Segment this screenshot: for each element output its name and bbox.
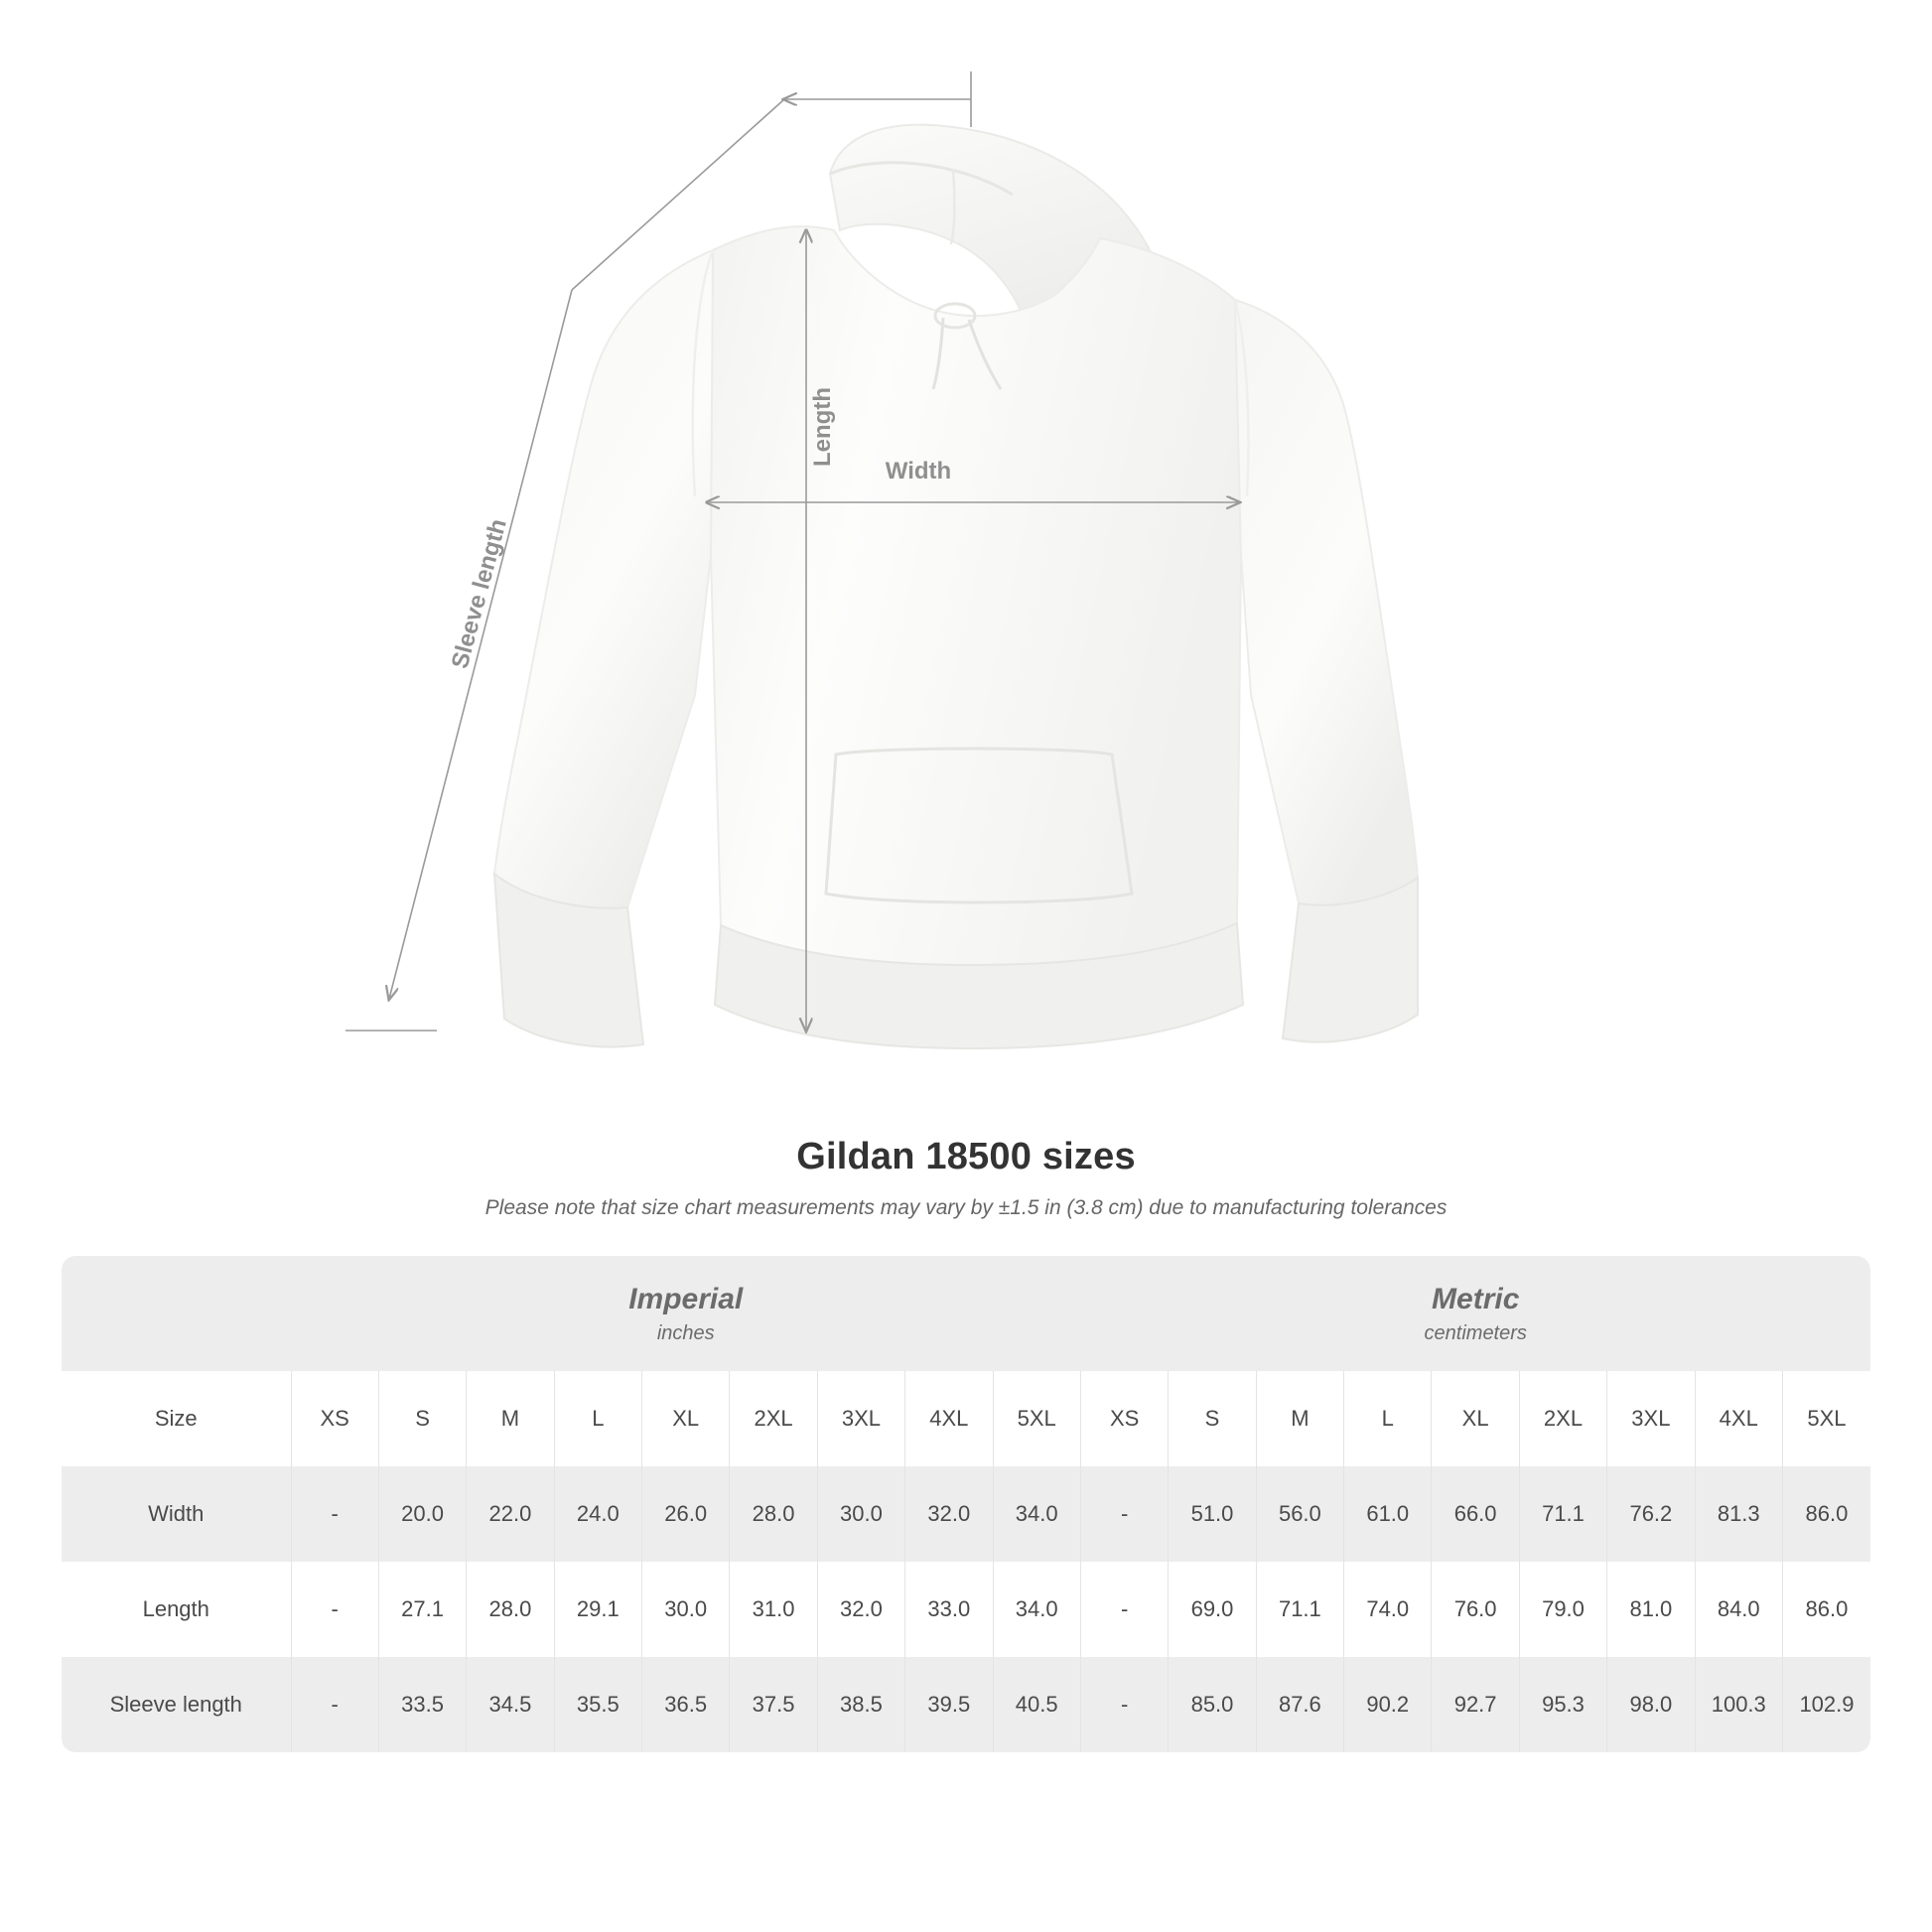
- cell-sleeve-imperial-5: 37.5: [730, 1657, 817, 1752]
- unit-sub-imperial: inches: [656, 1321, 715, 1344]
- cell-sleeve-imperial-4: 36.5: [642, 1657, 730, 1752]
- row-label-width: Width: [62, 1466, 291, 1562]
- cell-sleeve-metric-6: 98.0: [1607, 1657, 1695, 1752]
- cell-width-metric-7: 81.3: [1695, 1466, 1782, 1562]
- size-col-imperial-3: L: [554, 1371, 641, 1466]
- cell-sleeve-metric-2: 87.6: [1256, 1657, 1343, 1752]
- table-row: [62, 1562, 1870, 1657]
- cell-width-imperial-0: -: [291, 1466, 378, 1562]
- size-col-imperial-8: 5XL: [993, 1371, 1080, 1466]
- cell-length-metric-3: 74.0: [1344, 1562, 1432, 1657]
- unit-sub-metric: centimeters: [1424, 1321, 1527, 1344]
- size-col-metric-1: S: [1169, 1371, 1256, 1466]
- cell-width-imperial-7: 32.0: [905, 1466, 993, 1562]
- row-label-sleeve-length: Sleeve length: [62, 1657, 291, 1752]
- cell-width-imperial-3: 24.0: [554, 1466, 641, 1562]
- cell-length-imperial-6: 32.0: [817, 1562, 904, 1657]
- size-col-imperial-6: 3XL: [817, 1371, 904, 1466]
- chart-title: Gildan 18500 sizes: [796, 1136, 1136, 1177]
- chart-note: Please note that size chart measurements may vary by ±1.5 in (3.8 cm) due to manufacturing tolerances: [484, 1196, 1448, 1219]
- cell-sleeve-metric-3: 90.2: [1344, 1657, 1432, 1752]
- cell-width-metric-2: 56.0: [1256, 1466, 1343, 1562]
- cell-sleeve-metric-1: 85.0: [1169, 1657, 1256, 1752]
- size-col-imperial-4: XL: [642, 1371, 730, 1466]
- row-label-length: Length: [62, 1562, 291, 1657]
- table-row: [62, 1466, 1870, 1562]
- cell-width-metric-3: 61.0: [1344, 1466, 1432, 1562]
- cell-sleeve-metric-0: -: [1080, 1657, 1168, 1752]
- unit-header-row: [62, 1256, 1870, 1371]
- cell-sleeve-metric-4: 92.7: [1432, 1657, 1519, 1752]
- cell-sleeve-imperial-1: 33.5: [378, 1657, 466, 1752]
- size-col-metric-8: 5XL: [1782, 1371, 1870, 1466]
- size-table: [62, 1256, 1870, 1752]
- cell-length-imperial-5: 31.0: [730, 1562, 817, 1657]
- cell-width-imperial-4: 26.0: [642, 1466, 730, 1562]
- label-length: Length: [809, 387, 836, 467]
- size-col-metric-0: XS: [1080, 1371, 1168, 1466]
- cell-length-metric-1: 69.0: [1169, 1562, 1256, 1657]
- size-col-imperial-5: 2XL: [730, 1371, 817, 1466]
- cell-sleeve-imperial-8: 40.5: [993, 1657, 1080, 1752]
- cell-sleeve-metric-8: 102.9: [1782, 1657, 1870, 1752]
- cell-width-imperial-5: 28.0: [730, 1466, 817, 1562]
- unit-header-spacer: [62, 1256, 291, 1371]
- cell-length-imperial-7: 33.0: [905, 1562, 993, 1657]
- cell-length-imperial-8: 34.0: [993, 1562, 1080, 1657]
- cell-width-metric-6: 76.2: [1607, 1466, 1695, 1562]
- size-col-metric-7: 4XL: [1695, 1371, 1782, 1466]
- cell-width-metric-8: 86.0: [1782, 1466, 1870, 1562]
- cell-length-imperial-3: 29.1: [554, 1562, 641, 1657]
- cell-sleeve-imperial-0: -: [291, 1657, 378, 1752]
- size-col-metric-3: L: [1344, 1371, 1432, 1466]
- table-row: [62, 1657, 1870, 1752]
- cell-width-metric-4: 66.0: [1432, 1466, 1519, 1562]
- cell-length-imperial-0: -: [291, 1562, 378, 1657]
- size-col-imperial-7: 4XL: [905, 1371, 993, 1466]
- cell-sleeve-imperial-3: 35.5: [554, 1657, 641, 1752]
- cell-length-metric-7: 84.0: [1695, 1562, 1782, 1657]
- cell-width-metric-0: -: [1080, 1466, 1168, 1562]
- cell-length-metric-4: 76.0: [1432, 1562, 1519, 1657]
- cell-sleeve-imperial-7: 39.5: [905, 1657, 993, 1752]
- unit-header-imperial: [291, 1256, 1080, 1371]
- cell-width-metric-1: 51.0: [1169, 1466, 1256, 1562]
- cell-length-metric-6: 81.0: [1607, 1562, 1695, 1657]
- unit-name-imperial: Imperial: [628, 1282, 744, 1315]
- hoodie-graphic: [494, 125, 1418, 1048]
- unit-header-metric: [1080, 1256, 1870, 1371]
- cell-length-metric-0: -: [1080, 1562, 1168, 1657]
- size-col-imperial-0: XS: [291, 1371, 378, 1466]
- cell-length-imperial-1: 27.1: [378, 1562, 466, 1657]
- cell-sleeve-imperial-2: 34.5: [467, 1657, 554, 1752]
- cell-length-metric-5: 79.0: [1519, 1562, 1606, 1657]
- unit-name-metric: Metric: [1432, 1282, 1520, 1315]
- cell-width-imperial-6: 30.0: [817, 1466, 904, 1562]
- cell-width-metric-5: 71.1: [1519, 1466, 1606, 1562]
- label-width: Width: [885, 458, 952, 484]
- cell-length-metric-2: 71.1: [1256, 1562, 1343, 1657]
- size-col-metric-6: 3XL: [1607, 1371, 1695, 1466]
- cell-sleeve-metric-7: 100.3: [1695, 1657, 1782, 1752]
- size-col-imperial-2: M: [467, 1371, 554, 1466]
- size-col-metric-2: M: [1256, 1371, 1343, 1466]
- size-header-row: [62, 1371, 1870, 1466]
- cell-length-imperial-2: 28.0: [467, 1562, 554, 1657]
- label-sleeve-length: Sleeve length: [446, 515, 512, 672]
- size-col-imperial-1: S: [378, 1371, 466, 1466]
- size-col-metric-5: 2XL: [1519, 1371, 1606, 1466]
- chart-title-block: [0, 1136, 1932, 1220]
- cell-width-imperial-2: 22.0: [467, 1466, 554, 1562]
- cell-width-imperial-8: 34.0: [993, 1466, 1080, 1562]
- cell-length-imperial-4: 30.0: [642, 1562, 730, 1657]
- cell-width-imperial-1: 20.0: [378, 1466, 466, 1562]
- cell-sleeve-metric-5: 95.3: [1519, 1657, 1606, 1752]
- cell-sleeve-imperial-6: 38.5: [817, 1657, 904, 1752]
- size-col-metric-4: XL: [1432, 1371, 1519, 1466]
- size-table-wrapper: [62, 1256, 1870, 1752]
- size-label: Size: [62, 1371, 291, 1466]
- cell-length-metric-8: 86.0: [1782, 1562, 1870, 1657]
